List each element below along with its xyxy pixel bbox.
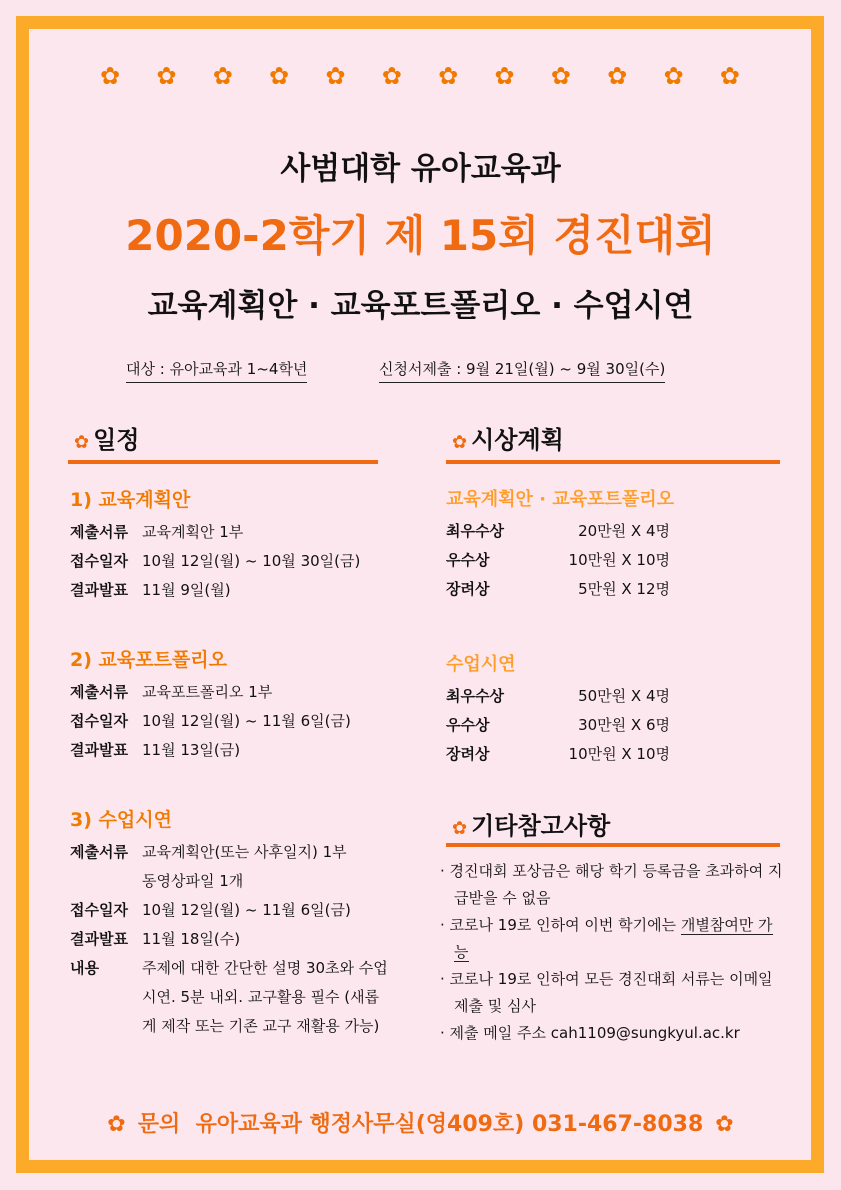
flower-icon: ✿ — [438, 62, 459, 90]
notes-list — [440, 858, 785, 1047]
award-prize: 10만원 X 10명 — [568, 551, 670, 569]
flower-icon: ✿ — [74, 432, 90, 453]
schedule-row-value: 10월 12일(월) ~ 10월 30일(금) — [142, 552, 361, 570]
schedule-row-label: 접수일자 — [70, 552, 128, 570]
schedule-row — [70, 518, 390, 547]
flower-icon: ✿ — [212, 62, 233, 90]
schedule-row — [70, 547, 390, 576]
note-item: · 제출 메일 주소 cah1109@sungkyul.ac.kr — [440, 1024, 740, 1042]
schedule-row — [70, 736, 390, 765]
schedule-row — [70, 678, 390, 707]
award-name: 장려상 — [446, 745, 490, 763]
schedule-section — [70, 805, 390, 1041]
note-underlined: 개별참여만 가능 — [454, 916, 773, 961]
flower-icon: ✿ — [156, 62, 177, 90]
schedule-row-label: 결과발표 — [70, 581, 128, 599]
flower-icon: ✿ — [107, 1112, 126, 1137]
note-item: · 코로나 19로 인하여 이번 학기에는 개별참여만 가능 — [440, 916, 773, 961]
schedule-row-label: 결과발표 — [70, 741, 128, 759]
award-prize: 30만원 X 6명 — [578, 716, 670, 734]
flower-icon: ✿ — [715, 1112, 734, 1137]
flower-icon: ✿ — [452, 432, 468, 453]
flower-icon: ✿ — [719, 62, 740, 90]
awards-heading: ✿ 시상계획 — [452, 426, 564, 454]
schedule-row-value: 11월 9일(월) — [142, 581, 231, 599]
schedule-row-label: 접수일자 — [70, 712, 128, 730]
award-row — [446, 575, 780, 604]
award-group — [446, 650, 780, 769]
award-row — [446, 711, 780, 740]
department-title: 사범대학 유아교육과 — [280, 151, 561, 187]
schedule-row — [70, 576, 390, 605]
schedule-row-value: 10월 12일(월) ~ 11월 6일(금) — [142, 901, 351, 919]
contest-categories: 교육계획안 · 교육포트폴리오 · 수업시연 — [147, 288, 694, 324]
award-group-title: 교육계획안 · 교육포트폴리오 — [446, 489, 675, 510]
award-prize: 50만원 X 4명 — [578, 687, 670, 705]
note-item: · 코로나 19로 인하여 모든 경진대회 서류는 이메일 제출 및 심사 — [440, 970, 773, 1015]
schedule-row-label: 제출서류 — [70, 843, 128, 861]
schedule-section — [70, 485, 390, 605]
schedule-section-title: 1) 교육계획안 — [70, 489, 191, 511]
flower-icon: ✿ — [663, 62, 684, 90]
notes-divider — [446, 843, 780, 847]
schedule-divider — [68, 460, 378, 464]
schedule-row-label: 내용 — [70, 959, 99, 977]
award-row — [446, 517, 780, 546]
schedule-row-value: 10월 12일(월) ~ 11월 6일(금) — [142, 712, 351, 730]
schedule-row-label: 제출서류 — [70, 683, 128, 701]
flower-icon: ✿ — [325, 62, 346, 90]
contact-text: 유아교육과 행정사무실(영409호) 031-467-8038 — [195, 1112, 704, 1137]
schedule-sections — [70, 485, 390, 1041]
contact-footer — [0, 1107, 841, 1138]
flower-icon: ✿ — [452, 818, 468, 839]
application-period: 신청서제출 : 9월 21일(월) ~ 9월 30일(수) — [379, 358, 665, 383]
award-row — [446, 682, 780, 711]
schedule-row-label: 제출서류 — [70, 523, 128, 541]
awards-divider — [446, 460, 780, 464]
award-prize: 5만원 X 12명 — [578, 580, 670, 598]
schedule-row — [70, 707, 390, 736]
award-name: 최우수상 — [446, 522, 504, 540]
schedule-section-title: 2) 교육포트폴리오 — [70, 649, 227, 671]
award-row — [446, 740, 780, 769]
flower-icon: ✿ — [269, 62, 290, 90]
schedule-row-value: 교육계획안(또는 사후일지) 1부 동영상파일 1개 — [142, 843, 347, 890]
flower-border-decoration — [100, 62, 740, 90]
schedule-row-value: 교육포트폴리오 1부 — [142, 683, 273, 701]
schedule-section — [70, 645, 390, 765]
flower-icon: ✿ — [381, 62, 402, 90]
schedule-row-value: 교육계획안 1부 — [142, 523, 244, 541]
schedule-row — [70, 954, 390, 1041]
notes-heading: ✿ 기타참고사항 — [452, 812, 611, 840]
schedule-row — [70, 896, 390, 925]
target-info: 대상 : 유아교육과 1~4학년 — [126, 358, 307, 383]
flower-icon: ✿ — [100, 62, 121, 90]
award-group — [446, 485, 780, 604]
awards-groups — [446, 485, 780, 769]
flower-icon: ✿ — [607, 62, 628, 90]
note-item: · 경진대회 포상금은 해당 학기 등록금을 초과하여 지급받을 수 없음 — [440, 862, 783, 907]
contest-title: 2020-2학기 제 15회 경진대회 — [125, 211, 716, 260]
schedule-row-value: 11월 18일(수) — [142, 930, 241, 948]
schedule-row — [70, 838, 390, 896]
award-name: 장려상 — [446, 580, 490, 598]
contact-label: 문의 — [137, 1112, 181, 1137]
award-group-title: 수업시연 — [446, 654, 516, 675]
schedule-row-value: 주제에 대한 간단한 설명 30초와 수업시연. 5분 내외. 교구활용 필수 (새롭게 제작 또는 기존 교구 재활용 가능) — [142, 959, 388, 1035]
award-prize: 20만원 X 4명 — [578, 522, 670, 540]
schedule-row-label: 접수일자 — [70, 901, 128, 919]
schedule-section-title: 3) 수업시연 — [70, 809, 172, 831]
flower-icon: ✿ — [494, 62, 515, 90]
schedule-heading: ✿ 일정 — [74, 426, 140, 454]
award-name: 우수상 — [446, 716, 490, 734]
schedule-row-label: 결과발표 — [70, 930, 128, 948]
award-prize: 10만원 X 10명 — [568, 745, 670, 763]
award-name: 최우수상 — [446, 687, 504, 705]
schedule-row-value: 11월 13일(금) — [142, 741, 241, 759]
schedule-row — [70, 925, 390, 954]
award-row — [446, 546, 780, 575]
flower-icon: ✿ — [550, 62, 571, 90]
award-name: 우수상 — [446, 551, 490, 569]
